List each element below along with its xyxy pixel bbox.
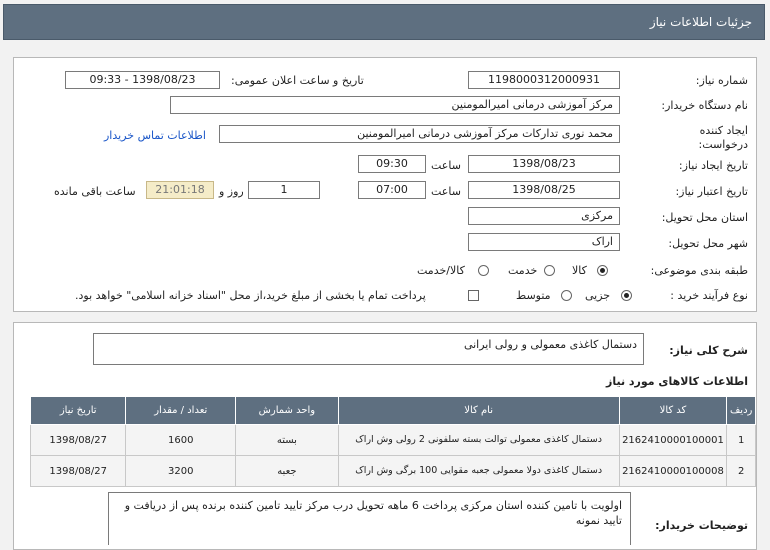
col-qty: تعداد / مقدار: [126, 397, 236, 425]
creator-label: ایجاد کننده: [699, 124, 748, 137]
time-remaining-label: ساعت باقی مانده: [54, 185, 136, 198]
valid-time-label: ساعت: [431, 185, 461, 198]
table-row[interactable]: [31, 456, 756, 487]
row-code: 2162410000100001: [619, 425, 727, 456]
need-number-label: شماره نیاز:: [695, 74, 748, 87]
category-goods-radio[interactable]: [597, 265, 608, 276]
buyer-org-field[interactable]: مرکز آموزشی درمانی امیرالمومنین: [170, 96, 620, 114]
valid-date-field[interactable]: 1398/08/25: [468, 181, 620, 199]
col-name: نام کالا: [338, 397, 619, 425]
category-both-radio[interactable]: [478, 265, 489, 276]
days-remaining-field[interactable]: 1: [248, 181, 320, 199]
category-both-label: کالا/خدمت: [417, 264, 465, 277]
days-label: روز و: [219, 185, 244, 198]
summary-label: شرح کلی نیاز:: [669, 344, 748, 357]
goods-section-title: اطلاعات کالاهای مورد نیاز: [606, 375, 748, 388]
created-time-label: ساعت: [431, 159, 461, 172]
treasury-payment-checkbox[interactable]: [468, 290, 479, 301]
created-date-field[interactable]: 1398/08/23: [468, 155, 620, 173]
announce-date-field[interactable]: 1398/08/23 - 09:33: [65, 71, 220, 89]
row-code: 2162410000100008: [619, 456, 727, 487]
row-qty: 3200: [126, 456, 236, 487]
row-date: 1398/08/27: [31, 456, 126, 487]
process-partial-label: جزیی: [585, 289, 611, 302]
row-index: 2: [727, 456, 756, 487]
announce-date-label: تاریخ و ساعت اعلان عمومی:: [231, 74, 364, 87]
creator-label-2: درخواست:: [698, 138, 748, 151]
created-time-field[interactable]: 09:30: [358, 155, 426, 173]
goods-table-header: [31, 397, 756, 425]
buyer-contact-link[interactable]: اطلاعات تماس خریدار: [104, 129, 206, 142]
buyer-org-label: نام دستگاه خریدار:: [661, 99, 748, 112]
category-service-radio[interactable]: [544, 265, 555, 276]
row-name: دستمال کاغذی دولا معمولی جعبه مقوایی 100 برگی وش اراک: [338, 456, 619, 487]
valid-time-field[interactable]: 07:00: [358, 181, 426, 199]
creator-field[interactable]: محمد نوری تدارکات مرکز آموزشی درمانی امیرالمومنین: [219, 125, 620, 143]
row-name: دستمال کاغذی معمولی توالت بسته سلفونی 2 رولی وش اراک: [338, 425, 619, 456]
col-code: کد کالا: [619, 397, 727, 425]
category-label: طبقه بندی موضوعی:: [650, 264, 748, 277]
col-index: ردیف: [727, 397, 756, 425]
col-unit: واحد شمارش: [236, 397, 339, 425]
category-goods-label: کالا: [572, 264, 587, 277]
time-remaining-field: 21:01:18: [146, 181, 214, 199]
created-date-label: تاریخ ایجاد نیاز:: [678, 159, 748, 172]
col-date: تاریخ نیاز: [31, 397, 126, 425]
table-row[interactable]: [31, 425, 756, 456]
process-type-label: نوع فرآیند خرید :: [670, 289, 748, 302]
row-qty: 1600: [126, 425, 236, 456]
buyer-notes-label: توضیحات خریدار:: [655, 519, 748, 532]
valid-date-label: تاریخ اعتبار نیاز:: [675, 185, 748, 198]
need-number-field[interactable]: 1198000312000931: [468, 71, 620, 89]
summary-field[interactable]: دستمال کاغذی معمولی و رولی ایرانی: [93, 333, 644, 365]
row-unit: جعبه: [236, 456, 339, 487]
page-title: جزئیات اطلاعات نیاز: [649, 15, 752, 29]
page-header: [3, 4, 765, 40]
process-partial-radio[interactable]: [621, 290, 632, 301]
province-field[interactable]: مرکزی: [468, 207, 620, 225]
category-service-label: خدمت: [508, 264, 538, 277]
province-label: استان محل تحویل:: [661, 211, 748, 224]
row-index: 1: [727, 425, 756, 456]
row-date: 1398/08/27: [31, 425, 126, 456]
process-medium-label: متوسط: [516, 289, 551, 302]
buyer-notes-field[interactable]: اولویت با تامین کننده استان مرکزی پرداخت 6 ماهه تحویل درب مرکز تایید تامین کننده برنده پس از دریافت و تایید نمونه: [108, 492, 631, 545]
process-medium-radio[interactable]: [561, 290, 572, 301]
city-label: شهر محل تحویل:: [668, 237, 748, 250]
treasury-payment-label: پرداخت تمام یا بخشی از مبلغ خرید،از محل "اسناد خزانه اسلامی" خواهد بود.: [75, 289, 426, 302]
row-unit: بسته: [236, 425, 339, 456]
goods-table: [30, 396, 756, 487]
city-field[interactable]: اراک: [468, 233, 620, 251]
